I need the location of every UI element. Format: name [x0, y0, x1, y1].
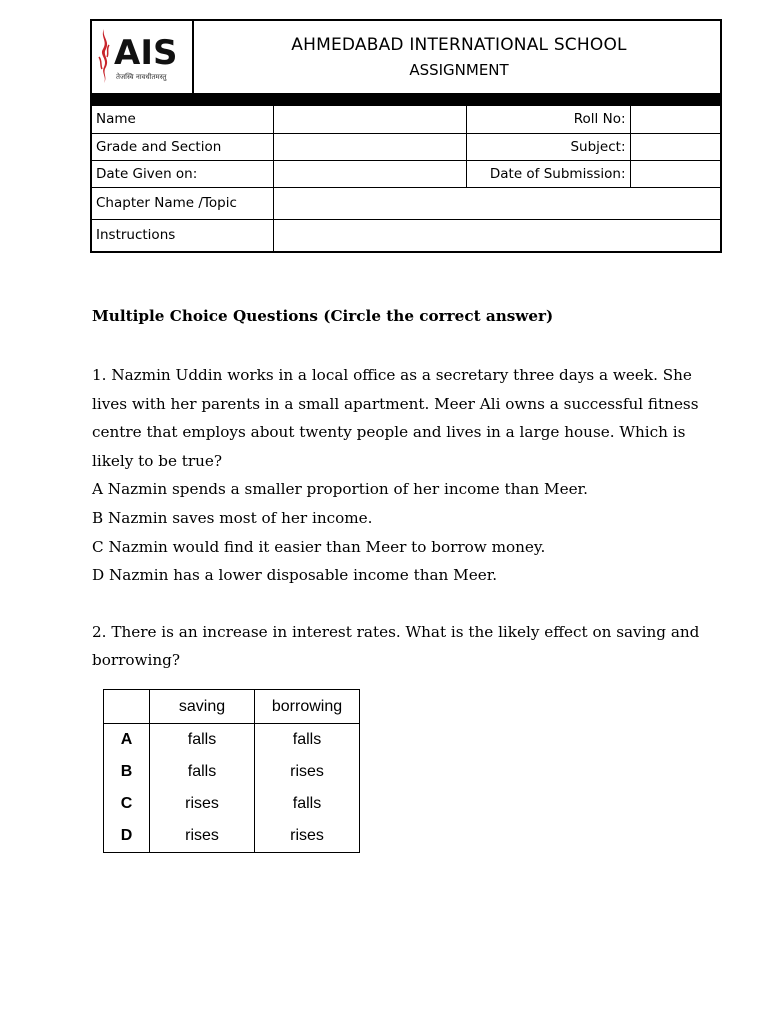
chapter-field[interactable]	[273, 187, 720, 219]
roll-no-field[interactable]	[630, 106, 720, 133]
table-header-blank	[104, 690, 150, 724]
table-row[interactable]	[104, 756, 360, 788]
instructions-label: Instructions	[92, 219, 273, 251]
saving-cell: rises	[150, 788, 255, 820]
borrowing-cell: rises	[255, 820, 360, 853]
mcq-heading: Multiple Choice Questions (Circle the correct answer)	[92, 307, 554, 325]
school-logo	[92, 21, 194, 93]
table-row[interactable]	[104, 724, 360, 757]
table-header-borrowing: borrowing	[255, 690, 360, 724]
date-submission-field[interactable]	[630, 160, 720, 187]
date-submission-label: Date of Submission:	[466, 160, 630, 187]
option-letter: D	[104, 820, 150, 853]
subject-label: Subject:	[466, 133, 630, 160]
question-1-option-b[interactable]: B Nazmin saves most of her income.	[92, 508, 373, 527]
borrowing-cell: rises	[255, 756, 360, 788]
student-info-table	[92, 106, 720, 251]
question-1-option-c[interactable]: C Nazmin would find it easier than Meer to borrow money.	[92, 537, 546, 556]
option-letter: C	[104, 788, 150, 820]
question-1-option-d[interactable]: D Nazmin has a lower disposable income than Meer.	[92, 566, 498, 585]
question-1-option-a[interactable]: A Nazmin spends a smaller proportion of her income than Meer.	[92, 480, 588, 499]
flame-icon	[96, 27, 112, 85]
saving-cell: falls	[150, 724, 255, 757]
header-divider-band	[92, 93, 720, 106]
school-name: AHMEDABAD INTERNATIONAL SCHOOL	[291, 35, 627, 55]
question-1-text: 1. Nazmin Uddin works in a local office as a secretary three days a week. She lives with her parents in a small apartment. Meer Ali owns a successful fitness centre that employs about twenty people and lives in a large house. Which is likely to be true?	[92, 366, 699, 470]
saving-cell: rises	[150, 820, 255, 853]
logo-tagline: तेजस्वि नावधीतमस्तु	[116, 73, 167, 81]
question-2-answer-table	[103, 689, 360, 853]
name-label: Name	[92, 106, 273, 133]
table-header-saving: saving	[150, 690, 255, 724]
logo-text: AIS	[114, 33, 178, 73]
option-letter: A	[104, 724, 150, 757]
borrowing-cell: falls	[255, 788, 360, 820]
document-type: ASSIGNMENT	[409, 61, 509, 79]
saving-cell: falls	[150, 756, 255, 788]
table-row[interactable]	[104, 820, 360, 853]
instructions-field[interactable]	[273, 219, 720, 251]
chapter-label: Chapter Name /Topic	[92, 187, 273, 219]
name-field[interactable]	[273, 106, 466, 133]
date-given-label: Date Given on:	[92, 160, 273, 187]
assignment-header	[90, 19, 722, 253]
option-letter: B	[104, 756, 150, 788]
grade-section-label: Grade and Section	[92, 133, 273, 160]
roll-no-label: Roll No:	[466, 106, 630, 133]
questions-section	[92, 302, 712, 675]
table-row[interactable]	[104, 788, 360, 820]
question-2-text: 2. There is an increase in interest rates. What is the likely effect on saving and borrowing?	[92, 622, 700, 670]
grade-section-field[interactable]	[273, 133, 466, 160]
date-given-field[interactable]	[273, 160, 466, 187]
borrowing-cell: falls	[255, 724, 360, 757]
subject-field[interactable]	[630, 133, 720, 160]
